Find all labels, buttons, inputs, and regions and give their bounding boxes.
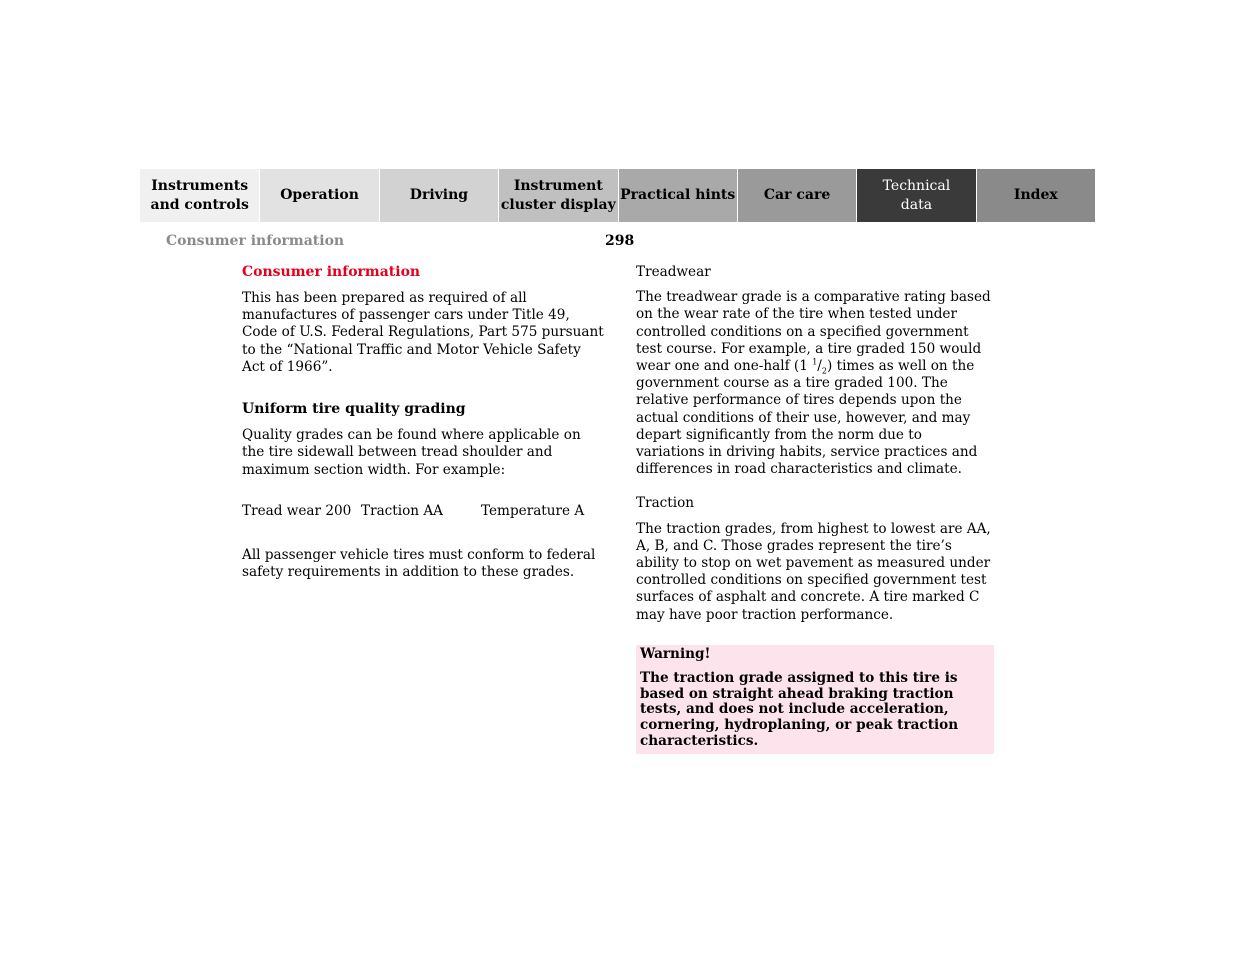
example-temperature: Temperature A <box>481 502 585 519</box>
tab-operation[interactable]: Operation <box>259 169 378 222</box>
tab-practical-hints[interactable]: Practical hints <box>618 169 737 222</box>
warning-text: The traction grade assigned to this tire is based on straight ahead braking traction tests, and does not include acceleration, cornering, hydroplaning, or peak traction characteristics. <box>640 669 959 750</box>
treadwear-text-a: The treadwear grade is a comparative rating based on the wear rate of the tire when tested under controlled conditions on a specified government test course. For example, a tire graded 150 would wear one and one-half (1 <box>636 289 991 375</box>
example-tread-wear: Tread wear 200 <box>242 502 352 519</box>
grades-paragraph: Quality grades can be found where applicable on the tire sidewall between tread shoulder and maximum section width. For example: <box>242 427 581 478</box>
running-head: Consumer information <box>166 233 345 249</box>
traction-heading: Traction <box>636 495 695 512</box>
tab-index[interactable]: Index <box>976 169 1095 222</box>
right-column <box>636 264 994 754</box>
section-title: Consumer information <box>242 264 421 280</box>
tab-car-care[interactable]: Car care <box>737 169 856 222</box>
intro-paragraph: This has been prepared as required of all manufactures of passenger cars under Title 49, Code of U.S. Federal Regulations, Part 575 pursuant to the “National Traffic and Motor Vehicle Safety Act of 1966”. <box>242 290 604 375</box>
left-column <box>242 264 604 581</box>
example-traction: Traction AA <box>361 502 443 519</box>
treadwear-text-b: ) times as well on the government course as a tire graded 100. The relative performance of tires depends upon the actual conditions of their use, however, and may depart significantly from the norm due to variations in driving habits, service practices and differences in road characteristics and climate. <box>636 358 978 478</box>
conform-paragraph: All passenger vehicle tires must conform to federal safety requirements in addition to these grades. <box>242 547 596 581</box>
grade-example-row <box>242 503 604 520</box>
treadwear-heading: Treadwear <box>636 264 711 280</box>
tab-instruments-and-controls[interactable]: Instruments and controls <box>140 169 259 222</box>
warning-title: Warning! <box>640 645 711 662</box>
tab-driving[interactable]: Driving <box>379 169 498 222</box>
treadwear-paragraph: The treadwear grade is a comparative rating based on the wear rate of the tire when tested under controlled conditions on a specified government test course. For example, a tire graded 150 would wear one and one-half (1 $^1/_2$) times as well on the government course as a tire graded 100. The relative performance of tires depends upon the actual conditions of their use, however, and may depart significantly from the norm due to variations in driving habits, service practices and differences in road characteristics and climate. <box>636 289 991 478</box>
fraction-denominator: 2 <box>821 366 827 376</box>
page-number: 298 <box>605 233 635 249</box>
warning-box <box>636 645 994 754</box>
section-tab-bar <box>140 169 1095 222</box>
fraction-numerator: 1 <box>812 357 818 367</box>
subheading-quality-grading: Uniform tire quality grading <box>242 401 466 418</box>
traction-paragraph: The traction grades, from highest to lowest are AA, A, B, and C. Those grades represent the tire’s ability to stop on wet pavement as measured under controlled conditions on specified government test surfaces of asphalt and concrete. A tire marked C may have poor traction performance. <box>636 520 991 623</box>
tab-technical-data[interactable]: Technical data <box>856 169 975 222</box>
tab-instrument-cluster-display[interactable]: Instrument cluster display <box>498 169 617 222</box>
